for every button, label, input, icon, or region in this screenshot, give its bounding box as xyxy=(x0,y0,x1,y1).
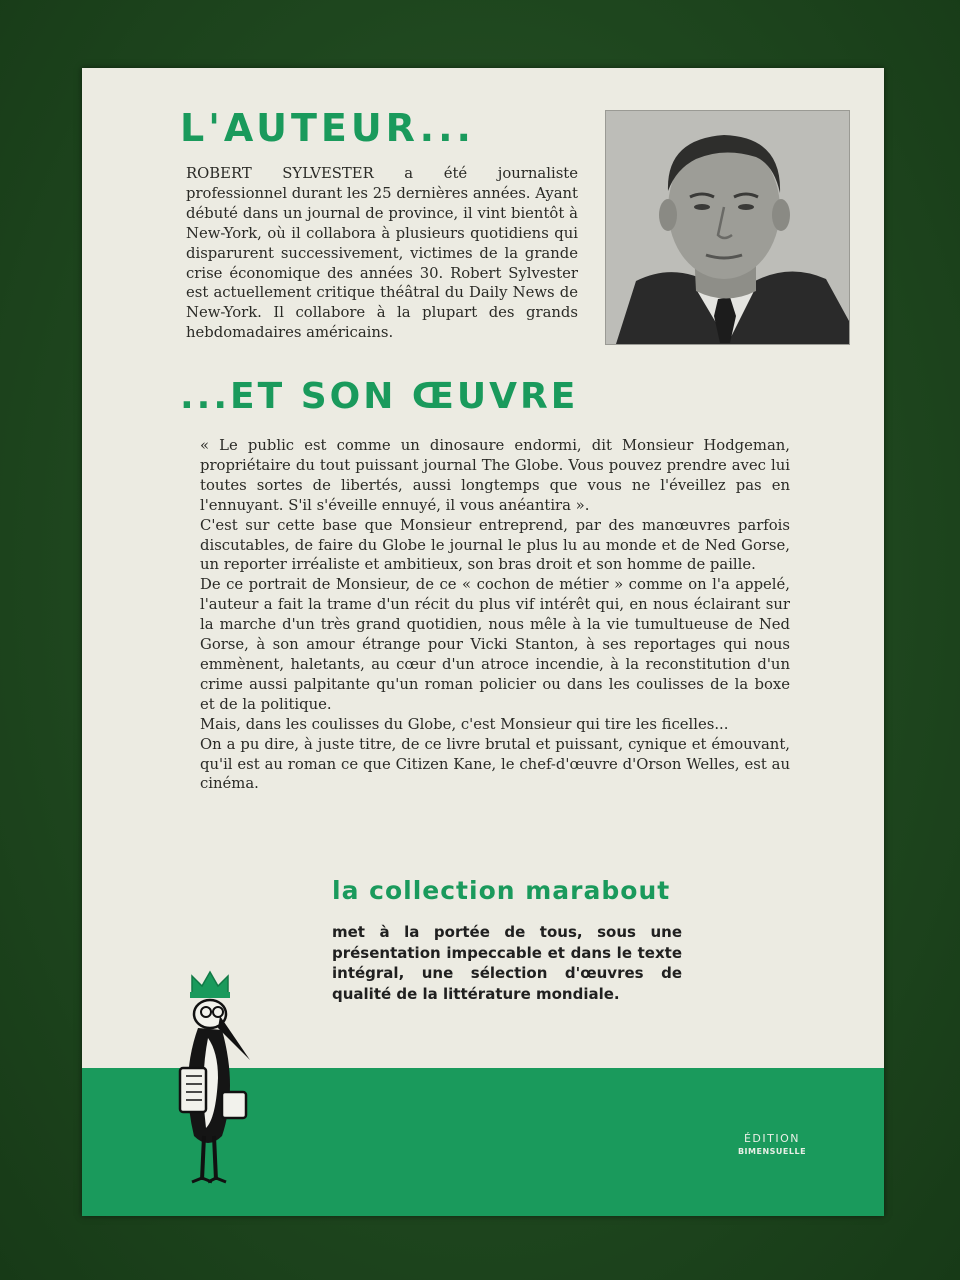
edition-line-1: ÉDITION xyxy=(743,1132,800,1145)
work-paragraph: On a pu dire, à juste titre, de ce livre brutal et puissant, cynique et émouvant, qu'il est au roman ce que Citizen Kane, le chef-d'œuvre d'Orson Welles, est au cinéma. xyxy=(200,735,790,793)
work-paragraph: « Le public est comme un dinosaure endormi, dit Monsieur Hodgeman, propriétaire du tout puissant journal The Globe. Vous pouvez prendre avec lui toutes sortes de libertés, aussi longtemps que vous ne l'éveillez pas en l'ennuyant. S'il s'éveille ennuyé, il vous anéantira ». xyxy=(200,437,790,514)
work-paragraph: C'est sur cette base que Monsieur entreprend, par des manœuvres parfois discutables, de faire du Globe le journal le plus lu au monde et de Ned Gorse, un reporter irréaliste et ambitieux, son bras droit et son homme de paille. xyxy=(200,516,790,574)
work-paragraph: Mais, dans les coulisses du Globe, c'est Monsieur qui tire les ficelles... xyxy=(200,715,729,733)
work-heading: ...ET SON ŒUVRE xyxy=(180,376,579,417)
edition-line-2: BIMENSUELLE xyxy=(737,1147,807,1156)
work-paragraph: De ce portrait de Monsieur, de ce « cochon de métier » comme on l'a appelé, l'auteur a fait la trame d'un récit du plus vif intérêt qui, en nous éclairant sur la marche d'un très grand quotidien, nous mêle à la vie tumultueuse de Ned Gorse, à son amour étrange pour Vicki Stanton, à ses reportages qui nous emmènent, haletants, au cœur d'un atroce incendie, à la reconstitution d'un crime aussi palpitante qu'un roman policier ou dans les coulisses de la boxe et de la politique. xyxy=(200,576,790,713)
collection-title: la collection marabout xyxy=(332,876,671,905)
edition-label xyxy=(722,1132,822,1156)
author-heading: L'AUTEUR... xyxy=(180,106,475,150)
book-back-cover xyxy=(82,68,884,1216)
marabout-bird-mascot-icon xyxy=(178,968,254,1202)
author-photo xyxy=(605,110,850,345)
collection-description: met à la portée de tous, sous une présentation impeccable et dans le texte intégral, une sélection d'œuvres de qualité de la littérature mondiale. xyxy=(332,923,682,1003)
work-description xyxy=(200,436,790,794)
author-bio: ROBERT SYLVESTER a été journaliste professionnel durant les 25 dernières années. Ayant débuté dans un journal de province, il vint bientôt à New-York, où il collabora à plusieurs quotidiens qui disparurent successivement, victimes de la grande crise économique des années 30. Robert Sylvester est actuellement critique théâtral du Daily News de New-York. Il collabore à la plupart des grands hebdomadaires américains. xyxy=(186,165,578,342)
